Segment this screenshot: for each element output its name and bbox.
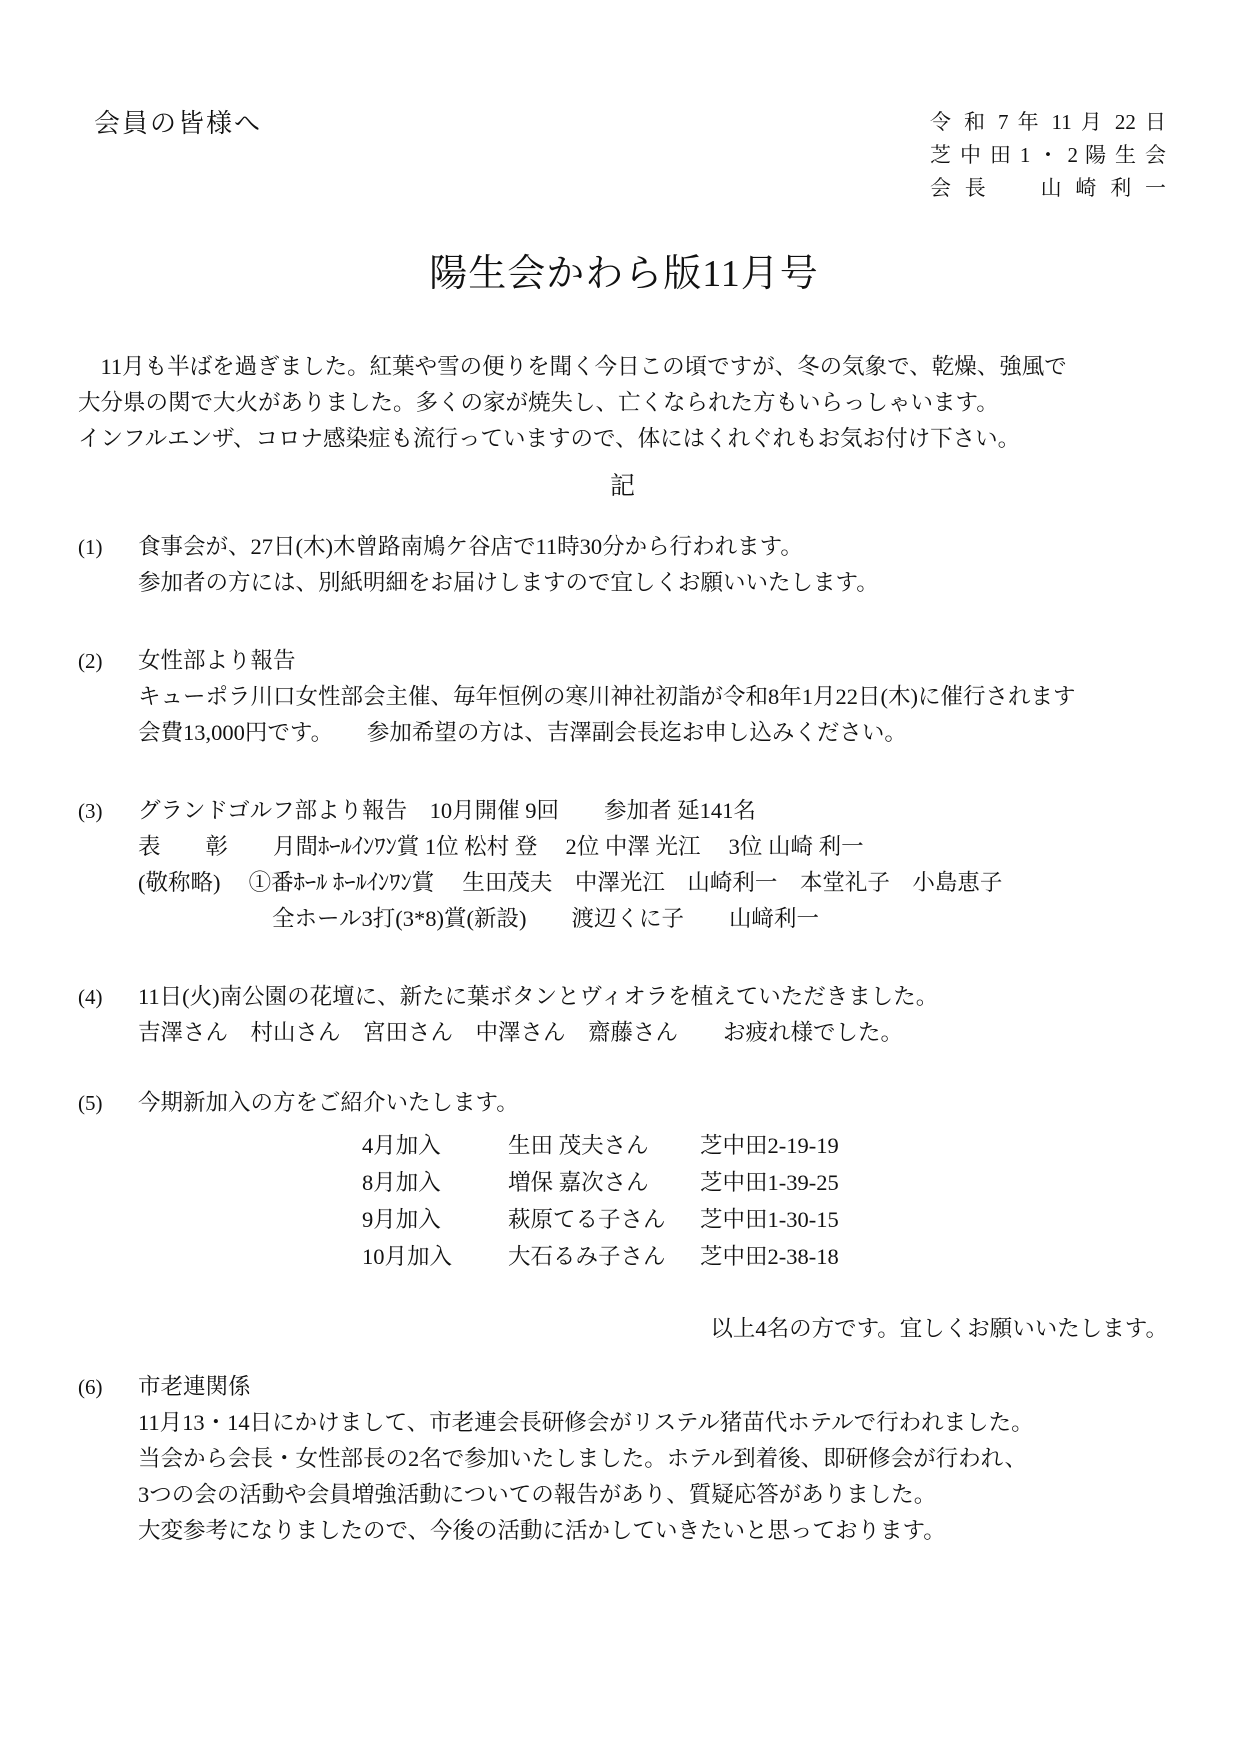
member-join-month: 10月加入 bbox=[362, 1244, 453, 1269]
section-text: 市老連関係 bbox=[138, 1374, 251, 1399]
member-row bbox=[362, 1201, 1170, 1238]
section-line bbox=[78, 901, 1170, 937]
issuer-org: 芝 中 田 1 ・ 2 陽 生 会 bbox=[930, 143, 1166, 167]
page-title: 陽生会かわら版11月号 bbox=[429, 253, 819, 295]
section-line bbox=[78, 1441, 1170, 1477]
section-line bbox=[78, 829, 1170, 865]
section-text: 会費13,000円です。 参加希望の方は、吉澤副会長迄お申し込みください。 bbox=[138, 720, 907, 745]
section-5 bbox=[78, 1085, 1170, 1347]
section-text: 当会から会長・女性部長の2名で参加いたしました。ホテル到着後、即研修会が行われ、 bbox=[138, 1446, 1027, 1471]
section-line bbox=[78, 715, 1170, 751]
section-text: 11日(火)南公園の花壇に、新たに葉ボタンとヴィオラを植えていただきました。 bbox=[138, 984, 939, 1009]
section-line bbox=[78, 565, 1170, 601]
section-number: (2) bbox=[78, 649, 103, 673]
intro-line: インフルエンザ、コロナ感染症も流行っていますので、体にはくれぐれもお気お付け下さい。 bbox=[78, 426, 1021, 451]
section-line bbox=[78, 529, 1170, 565]
section-4 bbox=[78, 979, 1170, 1051]
member-join-month: 9月加入 bbox=[362, 1207, 441, 1232]
section-text: 女性部より報告 bbox=[138, 648, 296, 673]
section-text: 3つの会の活動や会員増強活動についての報告があり、質疑応答がありました。 bbox=[138, 1482, 937, 1507]
section-line bbox=[78, 1405, 1170, 1441]
section-2 bbox=[78, 643, 1170, 751]
section-line bbox=[78, 793, 1170, 829]
intro-line: 11月も半ばを過ぎました。紅葉や雪の便りを聞く今日この頃ですが、冬の気象で、乾燥、強風で bbox=[78, 354, 1067, 379]
document-header bbox=[78, 106, 1170, 205]
section-line bbox=[78, 1513, 1170, 1549]
section-number: (6) bbox=[78, 1375, 103, 1399]
section-text: 食事会が、27日(木)木曾路南鳩ケ谷店で11時30分から行われます。 bbox=[138, 534, 803, 559]
section-1 bbox=[78, 529, 1170, 601]
member-address: 芝中田2-38-18 bbox=[700, 1244, 839, 1269]
issue-date: 令 和 7 年 11 月 22 日 bbox=[930, 110, 1166, 134]
section-line bbox=[78, 679, 1170, 715]
notice-marker: 記 bbox=[609, 473, 638, 500]
section-number: (5) bbox=[78, 1091, 103, 1115]
section-line bbox=[78, 1369, 1170, 1405]
section-line bbox=[78, 865, 1170, 901]
members-closing-note: 以上4名の方です。宜しくお願いいたします。 bbox=[710, 1316, 1168, 1341]
section-number: (3) bbox=[78, 799, 103, 823]
section-line bbox=[78, 1477, 1170, 1513]
issuer-chairman: 会 長 山 崎 利 一 bbox=[930, 176, 1166, 200]
section-line bbox=[78, 979, 1170, 1015]
member-address: 芝中田1-39-25 bbox=[700, 1170, 839, 1195]
section-3 bbox=[78, 793, 1170, 937]
member-address: 芝中田2-19-19 bbox=[700, 1133, 839, 1158]
member-name: 増保 嘉次さん bbox=[508, 1170, 649, 1195]
section-text: 今期新加入の方をご紹介いたします。 bbox=[138, 1090, 519, 1115]
member-join-month: 8月加入 bbox=[362, 1170, 441, 1195]
section-text: 全ホール3打(3*8)賞(新設) 渡辺くに子 山﨑利一 bbox=[272, 906, 820, 931]
section-text: 大変参考になりましたので、今後の活動に活かしていきたいと思っております。 bbox=[138, 1518, 946, 1543]
member-row bbox=[362, 1164, 1170, 1201]
section-number: (1) bbox=[78, 535, 103, 559]
member-address: 芝中田1-30-15 bbox=[700, 1207, 839, 1232]
section-line bbox=[78, 1015, 1170, 1051]
section-text: 表 彰 月間ﾎｰﾙｲﾝﾜﾝ賞 1位 松村 登 2位 中澤 光江 3位 山崎 利一 bbox=[138, 834, 864, 859]
section-text: (敬称略) ①番ﾎｰﾙ ﾎｰﾙｲﾝﾜﾝ賞 生田茂夫 中澤光江 山崎利一 本堂礼子 小島恵子 bbox=[138, 870, 1003, 895]
member-row bbox=[362, 1127, 1170, 1164]
section-number: (4) bbox=[78, 985, 103, 1009]
section-text: 11月13・14日にかけまして、市老連会長研修会がリステル猪苗代ホテルで行われました。 bbox=[138, 1410, 1034, 1435]
section-text: 吉澤さん 村山さん 宮田さん 中澤さん 齋藤さん お疲れ様でした。 bbox=[138, 1020, 904, 1045]
section-text: キューポラ川口女性部会主催、毎年恒例の寒川神社初詣が令和8年1月22日(木)に催行されます bbox=[138, 684, 1076, 709]
section-line bbox=[78, 1085, 1170, 1121]
section-text: 参加者の方には、別紙明細をお届けしますので宜しくお願いいたします。 bbox=[138, 570, 879, 595]
greeting: 会員の皆様へ bbox=[94, 109, 263, 138]
intro-paragraph bbox=[78, 349, 1170, 457]
member-name: 萩原てる子さん bbox=[508, 1207, 666, 1232]
member-row bbox=[362, 1238, 1170, 1275]
new-member-list bbox=[362, 1127, 1170, 1275]
section-6 bbox=[78, 1369, 1170, 1549]
issuer-block bbox=[930, 106, 1166, 205]
section-text: グランドゴルフ部より報告 10月開催 9回 参加者 延141名 bbox=[138, 798, 756, 823]
member-join-month: 4月加入 bbox=[362, 1133, 441, 1158]
intro-line: 大分県の関で大火がありました。多くの家が焼失し、亡くなられた方もいらっしゃいます。 bbox=[78, 390, 999, 415]
member-name: 大石るみ子さん bbox=[508, 1244, 666, 1269]
member-name: 生田 茂夫さん bbox=[508, 1133, 649, 1158]
section-line bbox=[78, 643, 1170, 679]
